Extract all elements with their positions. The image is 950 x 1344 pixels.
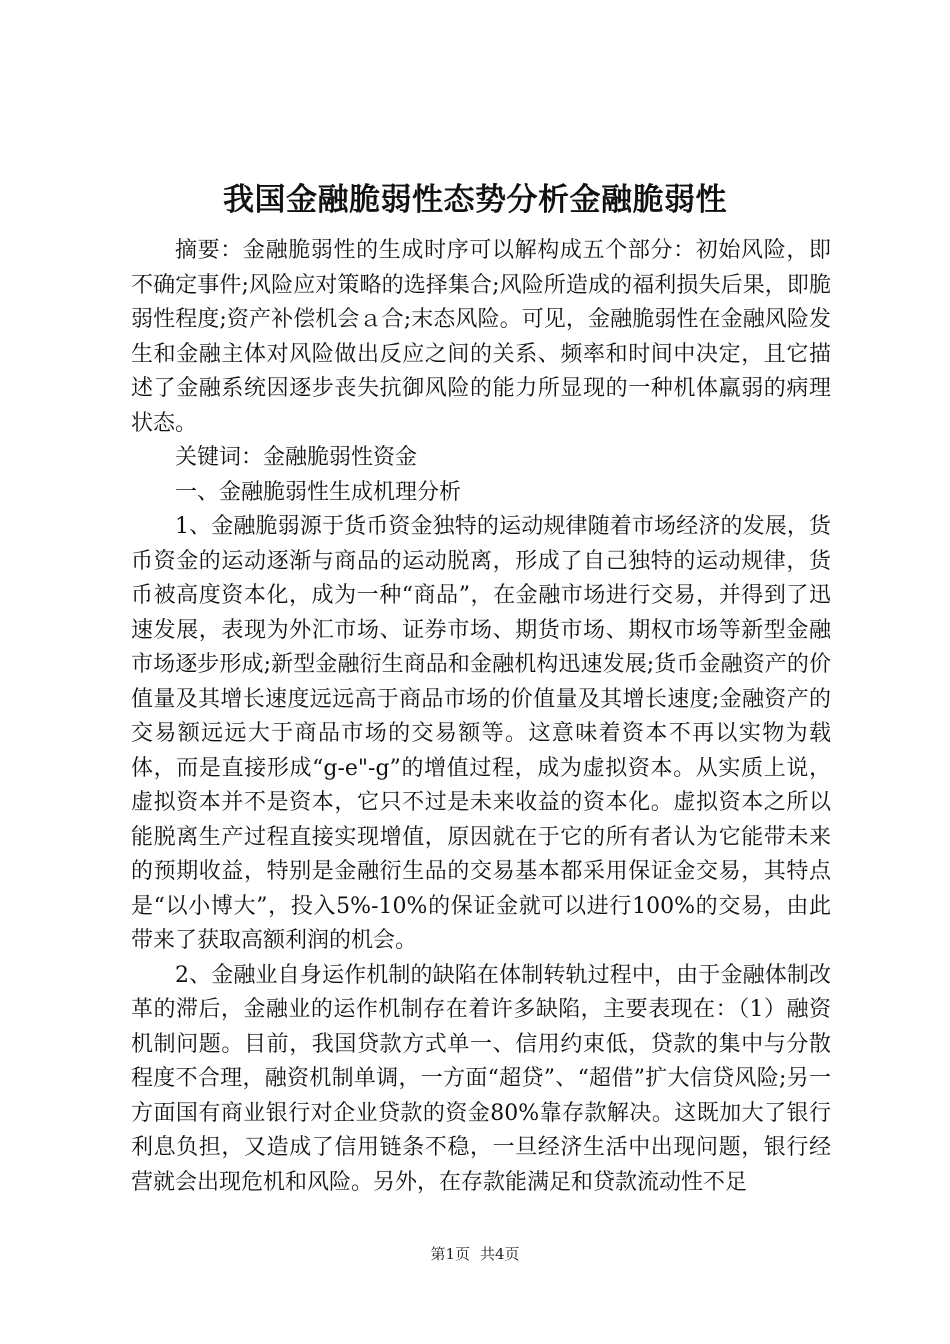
body-paragraph: 1、金融脆弱源于货币资金独特的运动规律随着市场经济的发展，货币资金的运动逐渐与商品的运动脱离，形成了自己独特的运动规律，货币被高度资本化，成为一种“商品”，在金融市场进行交易，并得到了迅速发展，表现为外汇市场、证券市场、期货市场、期权市场等新型金融市场逐步形成;新型金融衍生商品和金融机构迅速发展;货币金融资产的价值量及其增长速度远远高于商品市场的价值量及其增长速度;金融资产的交易额远远大于商品市场的交易额等。这意味着资本不再以实物为载体，而是直接形成“g-e"-g”的增值过程，成为虚拟资本。从实质上说，虚拟资本并不是资本，它只不过是未来收益的资本化。虚拟资本之所以能脱离生产过程直接实现增值，原因就在于它的所有者认为它能带未来的预期收益，特别是金融衍生品的交易基本都采用保证金交易，其特点是“以小博大”，投入5%-10%的保证金就可以进行100%的交易，由此带来了获取高额利润的机会。 <box>131 514 831 953</box>
document-body <box>131 234 831 1200</box>
page-footer <box>0 1244 950 1264</box>
page-total: 共4页 <box>480 1245 520 1263</box>
page-number: 第1页 <box>430 1245 470 1263</box>
keywords-paragraph: 关键词：金融脆弱性资金 <box>175 445 418 470</box>
body-paragraph: 2、金融业自身运作机制的缺陷在体制转轨过程中，由于金融体制改革的滞后，金融业的运作机制存在着许多缺陷，主要表现在：（1）融资机制问题。目前，我国贷款方式单一、信用约束低，贷款的集中与分散程度不合理，融资机制单调，一方面“超贷”、“超借”扩大信贷风险;另一方面国有商业银行对企业贷款的资金80%靠存款解决。这既加大了银行利息负担，又造成了信用链条不稳，一旦经济生活中出现问题，银行经营就会出现危机和风险。另外，在存款能满足和贷款流动性不足 <box>131 962 831 1195</box>
section-heading: 一、金融脆弱性生成机理分析 <box>175 479 462 505</box>
abstract-paragraph: 摘要：金融脆弱性的生成时序可以解构成五个部分：初始风险，即不确定事件;风险应对策略的选择集合;风险所造成的福利损失后果，即脆弱性程度;资产补偿机会ａ合;末态风险。可见，金融脆弱性在金融风险发生和金融主体对风险做出反应之间的关系、频率和时间中决定，且它描述了金融系统因逐步丧失抗御风险的能力所显现的一种机体羸弱的病理状态。 <box>131 238 831 436</box>
page-title: 我国金融脆弱性态势分析金融脆弱性 <box>223 182 727 218</box>
